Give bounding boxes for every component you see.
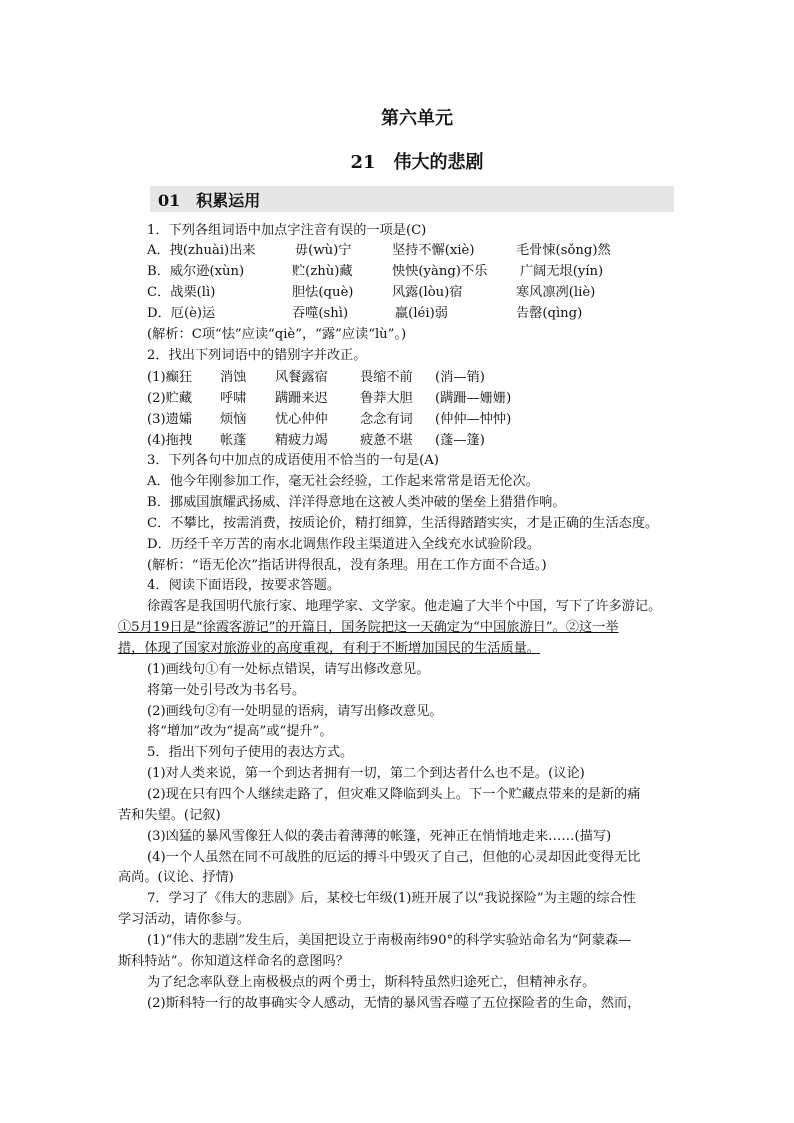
q1-cell: A．拽(zhuài)出来: [147, 243, 256, 258]
q2-answer: (仲仲—忡忡): [435, 412, 512, 427]
q1-analysis: (解析：C项“怯”应读“qiè”，“露”应读“lù”。): [147, 327, 407, 342]
q2-cell: 帐蓬: [220, 433, 247, 448]
q1-cell: 吞噬(shì): [292, 306, 349, 321]
q1-cell: 贮(zhù)藏: [292, 264, 353, 279]
q2-cell: 精疲力竭: [275, 433, 328, 448]
q4-sub2-question: (2)画线句②有一处明显的语病，请写出修改意见。: [147, 704, 443, 719]
q2-cell: 风餐露宿: [275, 370, 328, 385]
q1-cell: 胆怯(què): [292, 285, 354, 300]
q2-answer: (消—销): [435, 370, 485, 385]
q1-cell: 羸(léi)弱: [395, 306, 448, 321]
q4-stem: 4．阅读下面语段，按要求答题。: [147, 578, 341, 593]
q5-sentence-3: (3)凶猛的暴风雪像狂人似的袭击着薄薄的帐篷，死神正在悄悄地走来……(描写): [147, 829, 612, 844]
q2-cell: 忧心仲仲: [275, 412, 328, 427]
q2-cell: 念念有词: [360, 412, 413, 427]
unit-title: 第六单元: [381, 108, 453, 129]
q7-stem-cont: 学习活动，请你参与。: [118, 912, 250, 927]
q3-option-a: A．他今年刚参加工作，毫无社会经验，工作起来常常是语无伦次。: [147, 474, 539, 489]
q7-sub1-question: (1)“伟大的悲剧”发生后，美国把设立于南极南纬90°的科学实验站命名为“阿蒙森—: [147, 933, 632, 948]
q5-sentence-2: (2)现在只有四个人继续走路了，但灾难又降临到头上。下一个贮藏点带来的是新的痛: [147, 787, 641, 802]
q5-sentence-4: (4)一个人虽然在同不可战胜的厄运的搏斗中毁灭了自己，但他的心灵却因此变得无比: [147, 850, 641, 865]
q5-stem: 5．指出下列句子使用的表达方式。: [147, 745, 354, 760]
q1-cell: C．战栗(lì): [147, 285, 216, 300]
q1-cell: D．厄(è)运: [147, 306, 216, 321]
lesson-title: 21 伟大的悲剧: [350, 152, 484, 173]
q4-sub2-answer: 将“增加”改为“提高”或“提升”。: [147, 724, 333, 739]
q2-cell: (1)癫狂: [147, 370, 193, 385]
q1-cell: 坚持不懈(xiè): [392, 243, 475, 258]
q2-cell: 疲惫不堪: [360, 433, 413, 448]
q3-option-b: B．挪威国旗耀武扬威、洋洋得意地在这被人类冲破的堡垒上猎猎作响。: [147, 495, 566, 510]
q1-cell: 广阔无垠(yín): [520, 264, 604, 279]
q2-cell: 烦恼: [220, 412, 247, 427]
q2-cell: (3)遗孀: [147, 412, 193, 427]
q1-cell: 怏怏(yàng)不乐: [392, 264, 488, 279]
q4-underlined-line: ①5月19日是“徐霞客游记”的开篇日，国务院把这一天确定为“中国旅游日”。②这一举: [118, 620, 619, 635]
q7-sub1-answer: 为了纪念率队登上南极极点的两个勇士，斯科特虽然归途死亡，但精神永存。: [147, 975, 596, 990]
q5-sentence-1: (1)对人类来说，第一个到达者拥有一切，第二个到达者什么也不是。(议论): [147, 766, 585, 781]
section-title: 01 积累运用: [158, 191, 261, 210]
q2-answer: (蓬—篷): [435, 433, 485, 448]
q5-sentence-2-cont: 苦和失望。(记叙): [118, 808, 221, 823]
q5-sentence-4-cont: 高尚。(议论、抒情): [118, 870, 234, 885]
q4-paragraph-line: 徐霞客是我国明代旅行家、地理学家、文学家。他走遍了大半个中国，写下了许多游记。: [147, 599, 662, 614]
q2-cell: 消蚀: [220, 370, 247, 385]
q3-option-d: D．历经千辛万苦的南水北调焦作段主渠道进入全线充水试验阶段。: [147, 537, 541, 552]
q1-cell: B．威尔逊(xùn): [147, 264, 245, 279]
section-header: [150, 186, 674, 212]
q1-cell: 告罄(qìng): [516, 306, 583, 321]
q1-cell: 寒风凛冽(liè): [516, 285, 596, 300]
q1-cell: 毛骨悚(sǒng)然: [516, 243, 611, 258]
q7-stem: 7．学习了《伟大的悲剧》后，某校七年级(1)班开展了以“我说探险”为主题的综合性: [147, 891, 636, 906]
q1-cell: 毋(wù)宁: [295, 243, 352, 258]
q2-cell: 蹒跚来迟: [275, 391, 328, 406]
q2-cell: 畏缩不前: [360, 370, 413, 385]
q4-sub1-answer: 将第一处引号改为书名号。: [147, 683, 306, 698]
q4-underlined-line: 措，体现了国家对旅游业的高度重视，有利于不断增加国民的生活质量。: [118, 641, 540, 656]
q4-sub1-question: (1)画线句①有一处标点错误，请写出修改意见。: [147, 662, 430, 677]
q3-option-c: C．不攀比，按需消费，按质论价，精打细算，生活得踏踏实实，才是正确的生活态度。: [147, 516, 659, 531]
q2-answer: (蹒跚—姗姗): [435, 391, 512, 406]
q7-sub2-question: (2)斯科特一行的故事确实令人感动，无情的暴风雪吞噬了五位探险者的生命，然而，: [147, 996, 641, 1011]
q3-analysis: (解析：“语无伦次”指话讲得很乱，没有条理。用在工作方面不合适。): [147, 558, 547, 573]
q2-cell: 呼啸: [220, 391, 247, 406]
q2-stem: 2．找出下列词语中的错别字并改正。: [147, 348, 367, 363]
q3-stem: 3．下列各句中加点的成语使用不恰当的一句是(A): [147, 453, 439, 468]
q1-stem: 1．下列各组词语中加点字注音有误的一项是(C): [147, 223, 427, 238]
q2-cell: (4)拖拽: [147, 433, 193, 448]
q2-cell: 鲁莽大胆: [360, 391, 413, 406]
q2-cell: (2)贮藏: [147, 391, 193, 406]
q7-sub1-question-cont: 斯科特站”。你知道这样命名的意图吗？: [118, 954, 349, 969]
q1-cell: 风露(lòu)宿: [392, 285, 463, 300]
